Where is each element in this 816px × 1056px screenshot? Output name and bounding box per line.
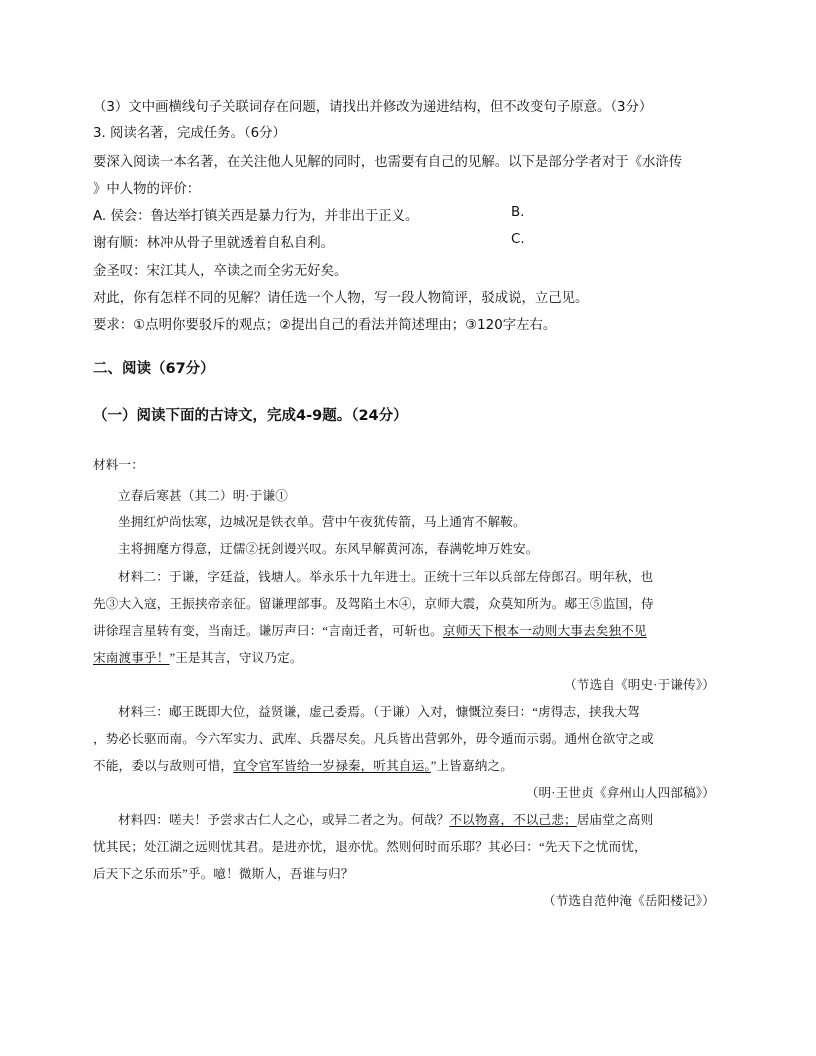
material-2-line-1: 材料二：于谦，字廷益，钱塘人。举永乐十九年进士。正统十三年以兵部左侍郎召。明年秋，也: [118, 570, 654, 584]
material-3-line-1: 材料三：郕王既即大位，益贤谦，虚己委焉。（于谦）入对，慷慨泣奏曰：“虏得志，挟我大驾: [118, 705, 640, 719]
poem-title: 立春后寒甚（其二）明·于谦①: [118, 489, 289, 503]
question-3-intro-line-1: 要深入阅读一本名著，在关注他人见解的同时，也需要有自己的见解。以下是部分学者对于《水浒传: [93, 155, 683, 170]
material-3-line-2: ，势必长驱而南。今六军实力、武库、兵器尽矣。凡兵皆出营郭外，毋令遁而示弱。通州仓欲守之或: [93, 732, 654, 746]
option-b: B.: [511, 205, 525, 220]
material-4-line-1-text: 材料四：嗟夫！予尝求古仁人之心，或异二者之为。何哉？: [118, 813, 450, 827]
question-3-task: 对此，你有怎样不同的见解？请任选一个人物，写一段人物简评，驳成说，立己见。: [93, 291, 589, 306]
section-2-heading: 二、阅读（67分）: [93, 361, 215, 377]
material-4-source: （节选自范仲淹《岳阳楼记》）: [542, 894, 715, 908]
question-3-title: 3. 阅读名著，完成任务。（6分）: [93, 126, 286, 141]
option-a: A. 侯会：鲁达举打镇关西是暴力行为，并非出于正义。: [93, 209, 419, 224]
underlined-phrase-material-4: 不以物喜，不以己悲；: [449, 813, 577, 827]
option-jin: 金圣叹：宋江其人，卒读之而全劣无好矣。: [93, 264, 348, 279]
material-4-line-1-end: 居庙堂之高则: [576, 813, 654, 827]
question-3-intro-line-2: 》中人物的评价：: [93, 182, 201, 197]
material-3-line-3-end: ”上皆嘉纳之。: [430, 759, 513, 773]
material-4-line-3: 后天下之乐而乐”乎。噫！微斯人，吾谁与归？: [93, 867, 354, 881]
poem-line-2: 主将拥麾方得意，迂儒②抚剑谩兴叹。东风早解黄河冻，春满乾坤万姓安。: [118, 542, 539, 556]
material-3-line-3-text: 不能，委以与敌则可惜，: [93, 759, 234, 773]
underlined-sentence-part-1: 京师天下根本一动则大事去矣独不见: [442, 624, 647, 638]
material-3-line-3: [93, 755, 513, 774]
material-2-line-3-text: 讲徐珵言星转有变，当南迁。谦厉声曰：“言南迁者，可斩也。: [93, 624, 443, 638]
material-2-line-4: [93, 647, 303, 666]
underlined-sentence-material-3: 宜令官军皆给一岁禄秦，听其自运。: [233, 759, 431, 773]
underlined-sentence-part-2: 宋南渡事乎！: [93, 651, 170, 665]
material-4-line-2: 忧其民；处江湖之远则忧其君。是进亦忧，退亦忧。然则何时而乐耶？其必曰：“先天下之忧而忧，: [93, 840, 647, 854]
material-2-line-2: 先③大入寇，王振挟帝亲征。留谦理部事。及驾陷土木④，京师大震，众莫知所为。郕王⑤监国，侍: [93, 597, 654, 611]
material-2-line-3: [93, 620, 647, 639]
material-1-label: 材料一：: [93, 458, 144, 472]
material-3-source: （明·王世贞《弇州山人四部稿》）: [525, 786, 715, 800]
material-2-source: （节选自《明史·于谦传》）: [564, 678, 715, 692]
part-1-heading: （一）阅读下面的古诗文，完成4-9题。（24分）: [93, 408, 408, 424]
material-2-line-4-text: ”王是其言，守议乃定。: [169, 651, 303, 665]
question-3-part-3: （3）文中画横线句子关联词存在问题，请找出并修改为递进结构，但不改变句子原意。（3分）: [93, 100, 653, 115]
option-xie: 谢有顺：林冲从骨子里就透着自私自利。: [93, 236, 335, 251]
question-3-requirement: 要求：①点明你要驳斥的观点；②提出自己的看法并简述理由；③120字左右。: [93, 318, 557, 333]
poem-line-1: 坐拥红炉尚怯寒，边城况是铁衣单。营中午夜犹传箭，马上通宵不解鞍。: [118, 515, 526, 529]
material-4-line-1: [118, 809, 653, 828]
option-c: C.: [511, 232, 525, 247]
